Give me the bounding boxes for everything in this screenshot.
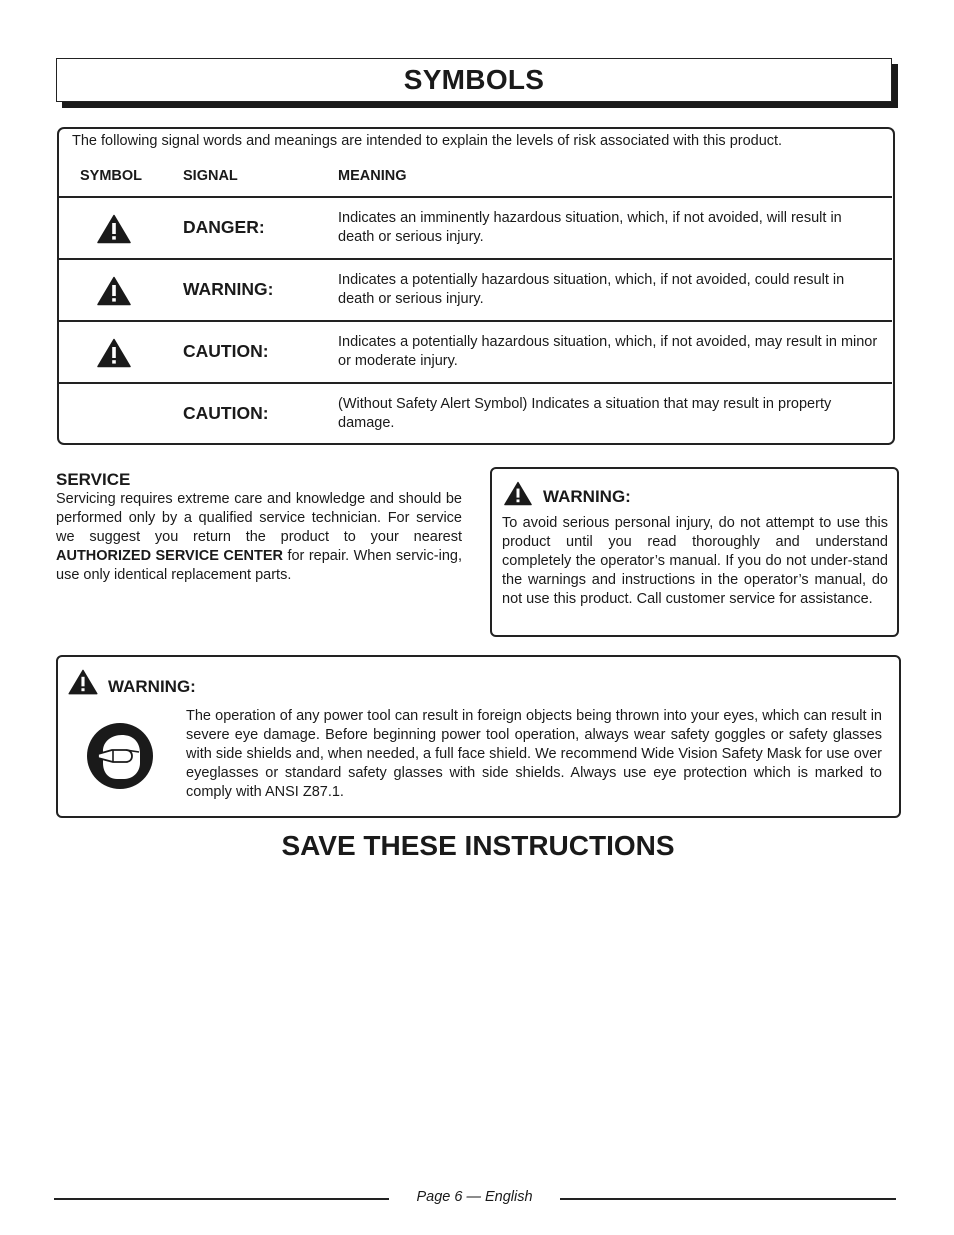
warning-label: WARNING: bbox=[108, 677, 196, 696]
symbols-intro: The following signal words and meanings are intended to explain the levels of risk associated with this product. bbox=[72, 133, 783, 149]
safety-alert-triangle-icon bbox=[504, 481, 532, 506]
column-header-meaning: MEANING bbox=[338, 168, 407, 184]
service-text-part: for repair. When servic-ing, use only identical replacement parts. bbox=[56, 548, 462, 583]
page-number: Page 6 — English bbox=[416, 1189, 533, 1205]
service-text-part: Servicing requires extreme care and knowledge and should be performed only by a qualified service technician. For service we suggest you return the product to your nearest bbox=[56, 491, 462, 545]
safety-alert-triangle-icon bbox=[68, 669, 98, 695]
service-warning-box bbox=[490, 467, 899, 637]
table-row-danger bbox=[59, 196, 892, 257]
signal-meaning: Indicates a potentially hazardous situation, which, if not avoided, could result in death or serious injury. bbox=[338, 272, 845, 307]
column-header-symbol: SYMBOL bbox=[80, 168, 143, 184]
signal-meaning: Indicates an imminently hazardous situation, which, if not avoided, will result in death or serious injury. bbox=[338, 210, 842, 245]
authorized-service-center: AUTHORIZED SERVICE CENTER bbox=[56, 548, 283, 564]
service-heading: SERVICE bbox=[56, 470, 131, 489]
eye-warning-box bbox=[56, 655, 901, 818]
signal-meaning: (Without Safety Alert Symbol) Indicates a situation that may result in property damage. bbox=[338, 396, 832, 431]
signal-meaning: Indicates a potentially hazardous situation, which, if not avoided, may result in minor or moderate injury. bbox=[338, 334, 878, 369]
warning-text: To avoid serious personal injury, do not attempt to use this product until you read thoroughly and understand completely the operator’s manual. If you do not under-stand the warnings and instructions in the operator’s manual, do not use this product. Call customer service for assistance. bbox=[502, 515, 888, 607]
warning-label: WARNING: bbox=[543, 487, 631, 506]
table-row-warning bbox=[59, 258, 892, 319]
signal-word: CAUTION: bbox=[183, 403, 269, 423]
page-title: SYMBOLS bbox=[403, 64, 545, 95]
symbols-table bbox=[57, 127, 895, 445]
column-header-signal: SIGNAL bbox=[183, 168, 238, 184]
eye-protection-goggles-icon bbox=[86, 722, 154, 790]
table-row-caution bbox=[59, 320, 892, 381]
service-text bbox=[56, 490, 462, 585]
signal-word: DANGER: bbox=[183, 217, 265, 237]
footer-rule-right bbox=[560, 1198, 896, 1200]
save-instructions-heading: SAVE THESE INSTRUCTIONS bbox=[281, 830, 675, 861]
table-row-caution-property bbox=[59, 382, 892, 443]
footer-rule-left bbox=[54, 1198, 389, 1200]
safety-alert-triangle-icon bbox=[97, 276, 131, 306]
warning-text: The operation of any power tool can result in foreign objects being thrown into your eyes, which can result in severe eye damage. Before beginning power tool operation, always wear safety goggles or safety glasses with side shields and, when needed, a full face shield. We recommend Wide Vision Safety Mask for use over eyeglasses or standard safety glasses with side shields. Always use eye protection which is marked to comply with ANSI Z87.1. bbox=[186, 708, 882, 800]
signal-word: WARNING: bbox=[183, 279, 274, 299]
safety-alert-triangle-icon bbox=[97, 214, 131, 244]
signal-word: CAUTION: bbox=[183, 341, 269, 361]
symbols-banner bbox=[56, 58, 892, 102]
safety-alert-triangle-icon bbox=[97, 338, 131, 368]
